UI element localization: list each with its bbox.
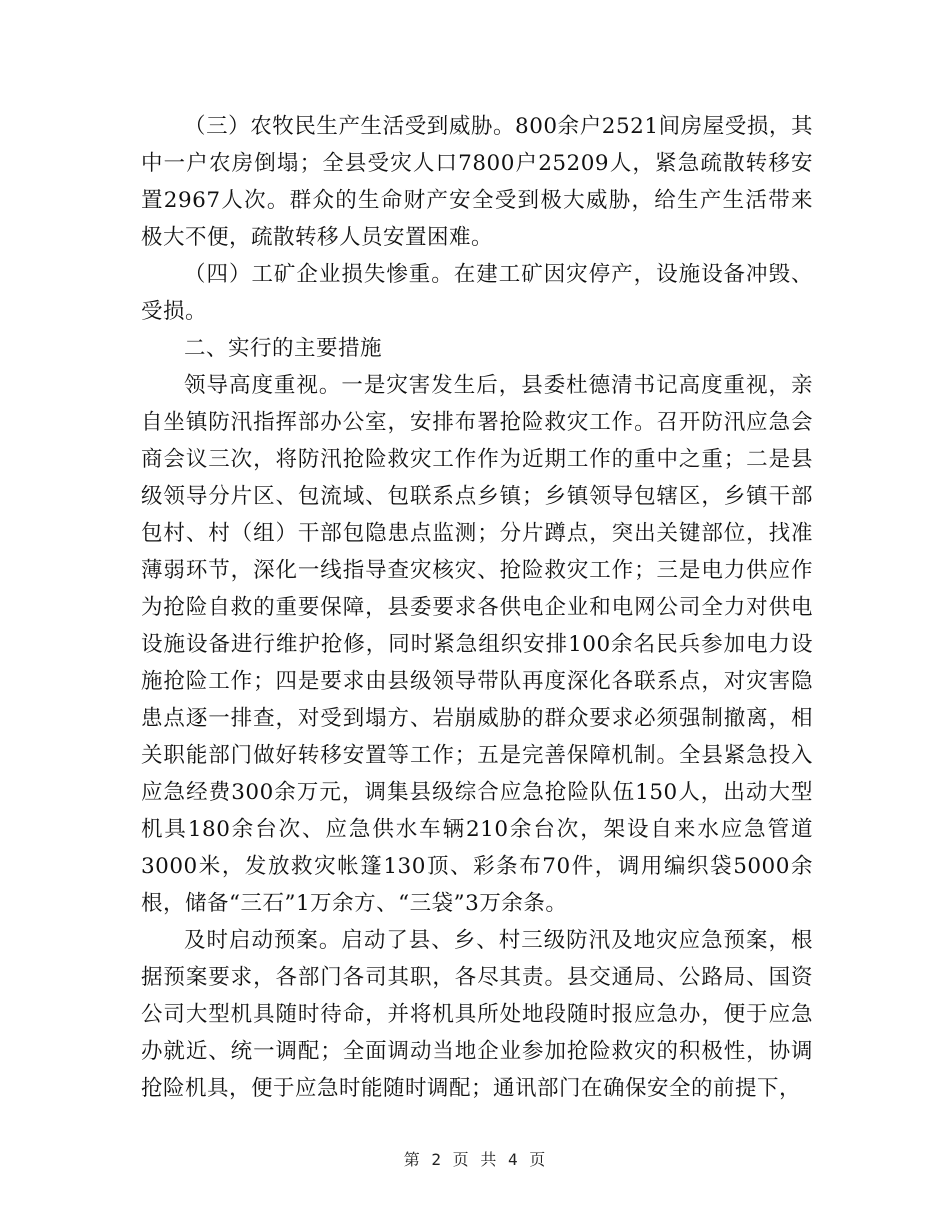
document-body <box>141 108 813 1107</box>
paragraph-mining-losses: （四）工矿企业损失惨重。在建工矿因灾停产，设施设备冲毁、受损。 <box>141 262 813 324</box>
paragraph-leadership-attention: 领导高度重视。一是灾害发生后，县委杜德清书记高度重视，亲自坐镇防汛指挥部办公室，安排布署抢险救灾工作。召开防汛应急会商会议三次，将防汛抢险救灾工作作为近期工作的重中之重；二是县级领导分片区、包流域、包联系点乡镇；乡镇领导包辖区，乡镇干部包村、村（组）干部包隐患点监测；分片蹲点，突出关键部位，找准薄弱环节，深化一线指导查灾核灾、抢险救灾工作；三是电力供应作为抢险自救的重要保障，县委要求各供电企业和电网公司全力对供电设施设备进行维护抢修，同时紧急组织安排100余名民兵参加电力设施抢险工作；四是要求由县级领导带队再度深化各联系点，对灾害隐患点逐一排查，对受到塌方、岩崩威胁的群众要求必须强制撤离，相关职能部门做好转移安置等工作；五是完善保障机制。全县紧急投入应急经费300余万元，调集县级综合应急抢险队伍150人，出动大型机具180余台次、应急供水车辆210余台次，架设自来水应急管道3000米，发放救灾帐篷130顶、彩条布70件，调用编织袋5000余根，储备“三石”1万余方、“三袋”3万余条。 <box>141 373 813 916</box>
paragraph-emergency-plan: 及时启动预案。启动了县、乡、村三级防汛及地灾应急预案，根据预案要求，各部门各司其职，各尽其责。县交通局、公路局、国资公司大型机具随时待命，并将机具所处地段随时报应急办，便于应急办就近、统一调配；全面调动当地企业参加抢险救灾的积极性，协调抢险机具，便于应急时能随时调配；通讯部门在确保安全的前提下， <box>141 928 813 1101</box>
paragraph-villagers-threatened: （三）农牧民生产生活受到威胁。800余户2521间房屋受损，其中一户农房倒塌；全县受灾人口7800户25209人，紧急疏散转移安置2967人次。群众的生命财产安全受到极大威胁，给生产生活带来极大不便，疏散转移人员安置困难。 <box>141 114 813 250</box>
page-footer: 第 2 页 共 4 页 <box>403 1150 547 1169</box>
section-heading-main-measures: 二、实行的主要措施 <box>184 336 383 361</box>
